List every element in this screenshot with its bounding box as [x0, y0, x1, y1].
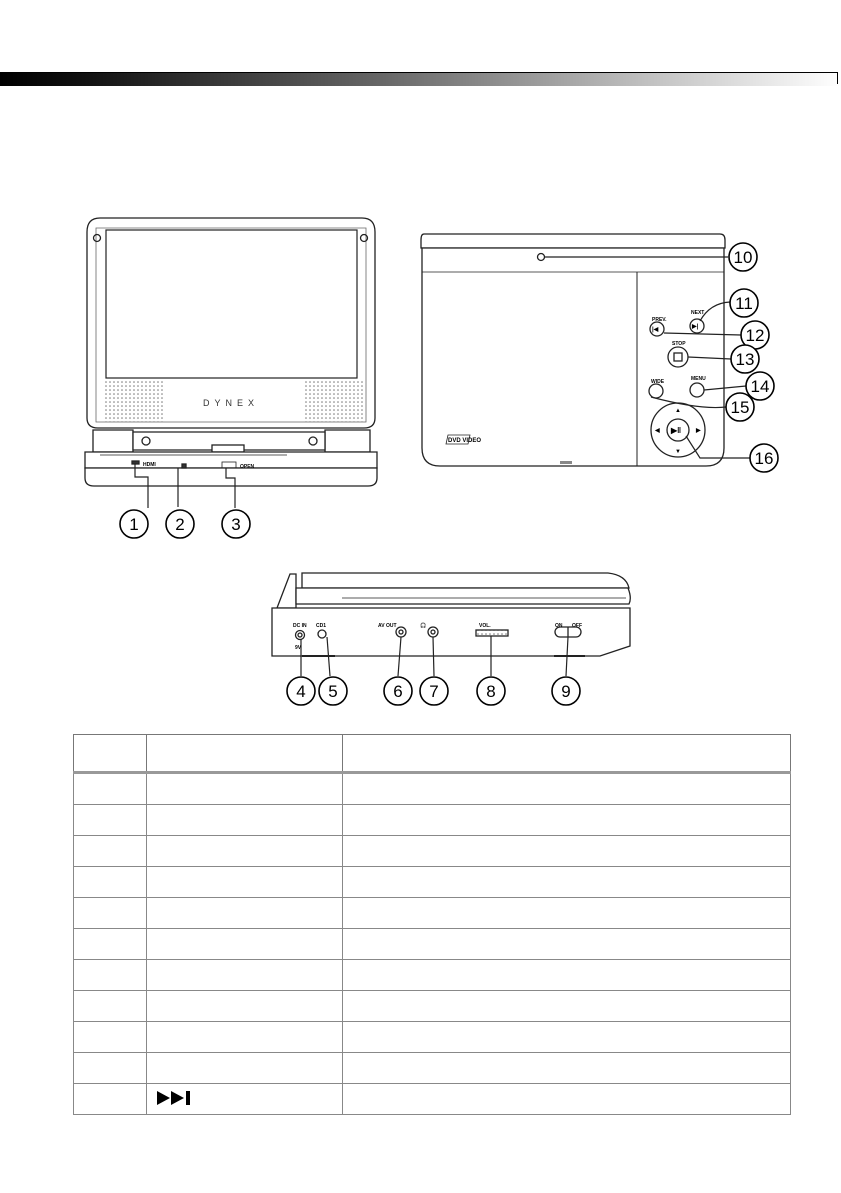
table-row [74, 960, 791, 991]
svg-text:DC IN: DC IN [293, 623, 307, 629]
svg-text:10: 10 [733, 248, 753, 267]
svg-text:7: 7 [429, 682, 439, 701]
table-row [74, 867, 791, 898]
svg-text:OFF: OFF [572, 623, 582, 629]
left-speaker-grille [103, 380, 163, 422]
svg-text:5: 5 [328, 682, 338, 701]
table-row [74, 1053, 791, 1084]
header-number [74, 735, 147, 773]
dvd-logo: DVD VIDEO [448, 438, 482, 444]
svg-text:8: 8 [486, 682, 496, 701]
headphone-icon: 🎧 [420, 623, 427, 629]
table-row [74, 898, 791, 929]
brand-logo: DYNEX [203, 398, 260, 408]
svg-text:ON: ON [555, 623, 563, 629]
svg-text:3: 3 [231, 515, 241, 534]
svg-text:HDMI: HDMI [143, 462, 156, 468]
table-row [74, 836, 791, 867]
svg-text:13: 13 [735, 350, 755, 369]
right-speaker-grille [303, 380, 363, 422]
table-row [74, 1022, 791, 1053]
svg-text:WIDE: WIDE [651, 379, 665, 385]
side-view [272, 573, 630, 676]
svg-text:4: 4 [296, 682, 306, 701]
svg-text:AV OUT: AV OUT [378, 623, 397, 629]
svg-text:VOL.: VOL. [479, 623, 491, 629]
svg-text:MENU: MENU [691, 376, 706, 382]
up-arrow-icon: ▲ [675, 408, 681, 414]
svg-text:1: 1 [129, 515, 139, 534]
front-view [85, 218, 377, 508]
next-icon: ▶| [692, 324, 699, 330]
svg-text:15: 15 [730, 398, 750, 417]
svg-text:2: 2 [175, 515, 185, 534]
top-view [421, 234, 750, 466]
svg-text:9: 9 [561, 682, 571, 701]
prev-icon: |◀ [652, 327, 659, 333]
components-table [73, 734, 791, 1115]
svg-text:12: 12 [745, 326, 765, 345]
svg-text:14: 14 [750, 377, 770, 396]
svg-text:PREV.: PREV. [652, 317, 667, 323]
table-row [74, 1084, 791, 1115]
right-arrow-icon: ▶ [696, 428, 701, 434]
svg-text:OPEN: OPEN [240, 464, 255, 470]
table-row [74, 991, 791, 1022]
volume-wheel[interactable] [476, 630, 508, 636]
header-description [343, 735, 791, 773]
svg-text:STOP: STOP [672, 341, 686, 347]
header-item [147, 735, 343, 773]
svg-text:11: 11 [735, 294, 753, 313]
table-row [74, 773, 791, 805]
svg-text:16: 16 [754, 449, 774, 468]
down-arrow-icon: ▼ [675, 449, 681, 455]
play-pause-icon: ▶‖ [671, 426, 682, 435]
table-row [74, 929, 791, 960]
table-row [74, 805, 791, 836]
next-track-icon [155, 1090, 201, 1106]
svg-text:9V: 9V [295, 645, 302, 651]
svg-text:CD1: CD1 [316, 623, 327, 629]
table-header-row [74, 735, 791, 773]
left-arrow-icon: ◀ [655, 428, 660, 434]
svg-text:NEXT: NEXT [691, 310, 705, 316]
svg-text:6: 6 [393, 682, 403, 701]
